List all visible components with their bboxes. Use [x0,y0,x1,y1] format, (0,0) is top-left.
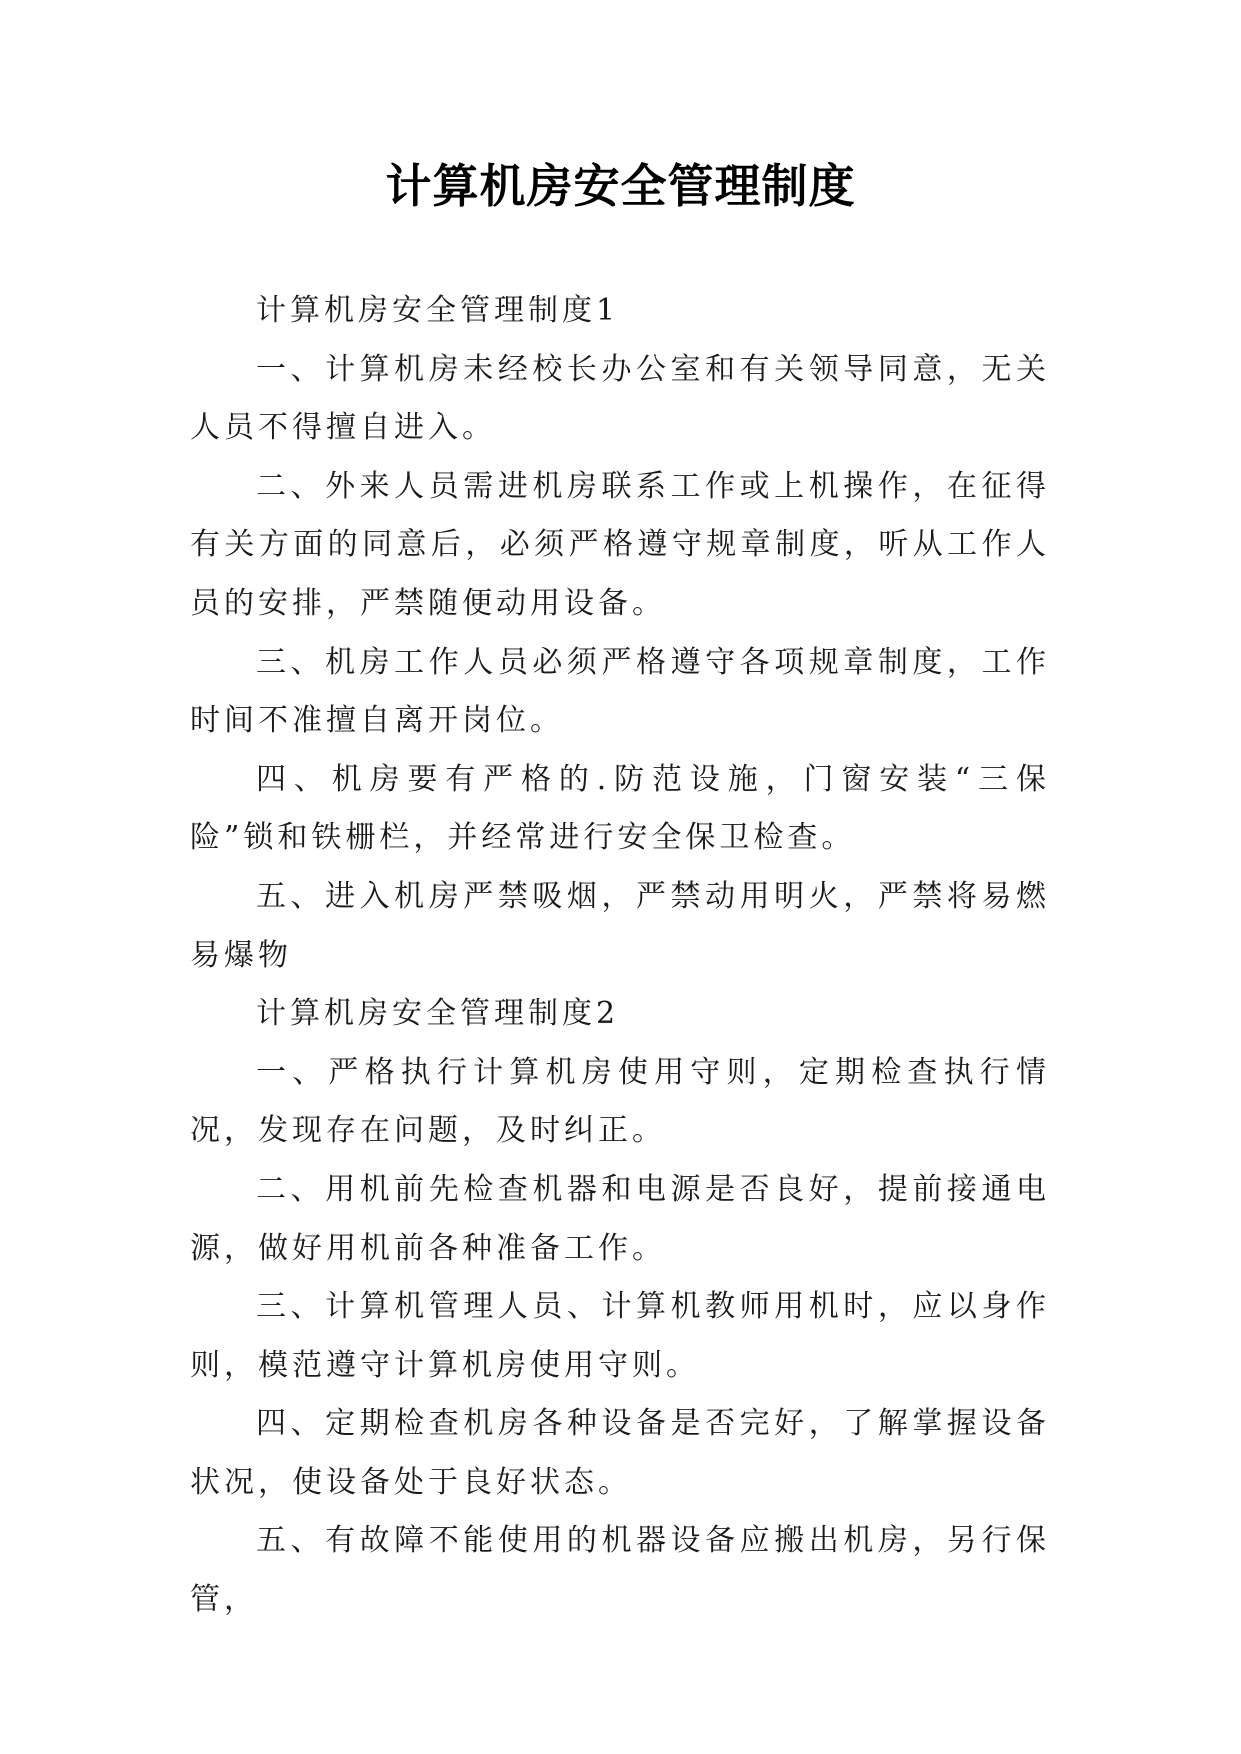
document-title: 计算机房安全管理制度 [385,159,856,213]
section-heading-1: 计算机房安全管理制度1 [256,293,620,328]
paragraph: 四、定期检查机房各种设备是否完好，了解掌握设备状况，使设备处于良好状态。 [190,1406,1050,1500]
paragraph: 五、进入机房严禁吸烟，严禁动用明火，严禁将易燃易爆物 [190,878,1050,973]
paragraph: 二、外来人员需进机房联系工作或上机操作，在征得有关方面的同意后，必须严格遵守规章制度，听从工作人员的安排，严禁随便动用设备。 [190,468,1050,621]
paragraph: 五、有故障不能使用的机器设备应搬出机房，另行保管， [190,1523,1050,1618]
section-heading-2: 计算机房安全管理制度2 [256,996,620,1032]
paragraph: 一、严格执行计算机房使用守则，定期检查执行情况，发现存在问题，及时纠正。 [190,1054,1050,1149]
paragraph: 一、计算机房未经校长办公室和有关领导同意，无关人员不得擅自进入。 [190,351,1050,446]
paragraph: 二、用机前先检查机器和电源是否良好，提前接通电源，做好用机前各种准备工作。 [190,1171,1050,1266]
paragraph: 三、机房工作人员必须严格遵守各项规章制度，工作时间不准擅自离开岗位。 [190,644,1050,739]
document-body [190,282,1050,1630]
paragraph: 三、计算机管理人员、计算机教师用机时，应以身作则，模范遵守计算机房使用守则。 [190,1289,1050,1383]
paragraph: 四、机房要有严格的.防范设施，门窗安装“三保险”锁和铁栅栏，并经常进行安全保卫检查。 [190,761,1050,856]
